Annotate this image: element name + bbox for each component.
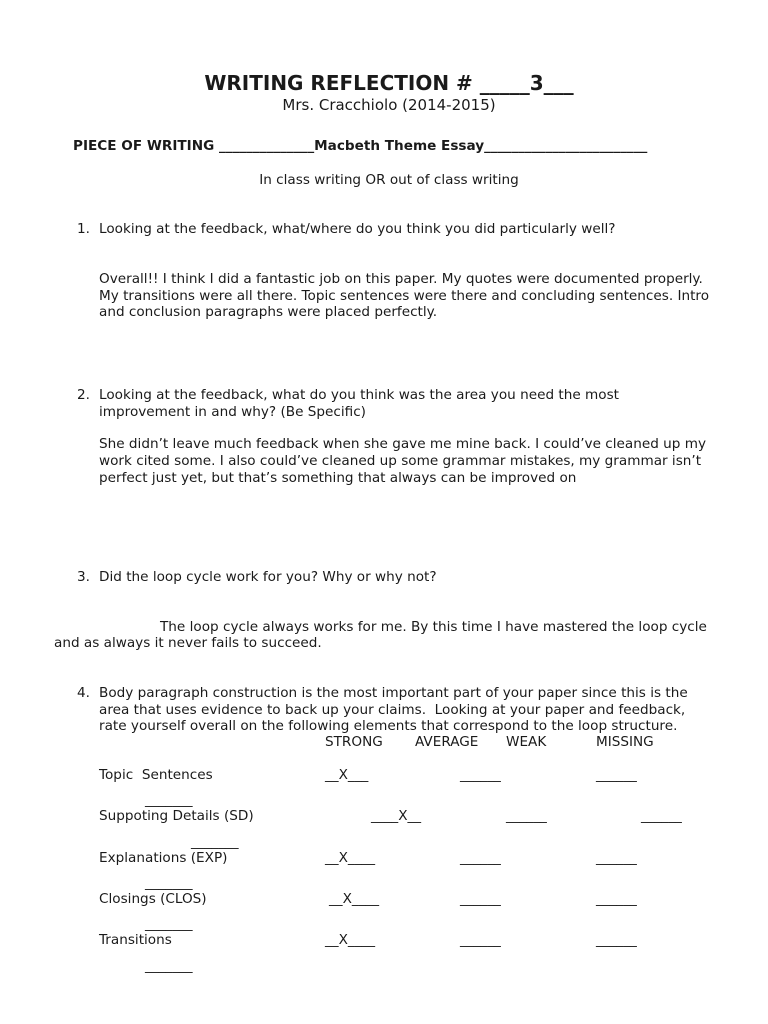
answer-line: She didn’t leave much feedback when she gave me mine back. I could’ve cleaned up my	[99, 436, 706, 452]
question-prompt: rate yourself overall on the following elements that correspond to the loop structure.	[99, 718, 678, 734]
question-number: 4.	[77, 685, 90, 701]
rating-average: ______	[460, 932, 501, 948]
question-prompt: Looking at the feedback, what do you think was the area you need the most	[99, 387, 620, 403]
piece-trail: ________________________	[484, 138, 648, 154]
rating-weak: ______	[596, 891, 637, 907]
rating-weak: ______	[596, 932, 637, 948]
question-number: 3.	[77, 569, 90, 585]
rating-average: ______	[460, 850, 501, 866]
piece-label: PIECE OF WRITING ______________	[73, 138, 315, 154]
rating-missing: _______	[145, 916, 193, 932]
answer-line: work cited some. I also could’ve cleaned up some grammar mistakes, my grammar isn’t	[99, 453, 702, 469]
question-prompt: Body paragraph construction is the most important part of your paper since this is the	[99, 685, 688, 701]
rating-average: ______	[506, 808, 547, 824]
rating-strong: __X___	[325, 767, 369, 783]
column-header-weak: WEAK	[506, 734, 547, 750]
answer-line: Overall!! I think I did a fantastic job on this paper. My quotes were documented properly.	[99, 271, 703, 287]
rating-row-label: Explanations (EXP)	[99, 850, 228, 866]
question-number: 1.	[77, 221, 90, 237]
piece-name: Macbeth Theme Essay	[314, 138, 485, 154]
rating-weak: ______	[596, 850, 637, 866]
rating-row-label: Closings (CLOS)	[99, 891, 207, 907]
teacher-name: Mrs. Cracchiolo (2014-2015)	[282, 96, 496, 114]
rating-strong: __X____	[325, 932, 376, 948]
rating-missing: _______	[145, 792, 193, 808]
answer-line: and conclusion paragraphs were placed perfectly.	[99, 304, 438, 320]
rating-weak: ______	[641, 808, 682, 824]
question-prompt: area that uses evidence to back up your claims. Looking at your paper and feedback,	[99, 702, 686, 718]
rating-row-label: Transitions	[99, 932, 172, 948]
question-number: 2.	[77, 387, 90, 403]
rating-missing: _______	[191, 834, 239, 850]
column-header-average: AVERAGE	[415, 734, 479, 750]
question-prompt: Looking at the feedback, what/where do you think you did particularly well?	[99, 221, 616, 237]
rating-weak: ______	[596, 767, 637, 783]
question-prompt: improvement in and why? (Be Specific)	[99, 404, 366, 420]
rating-strong: __X____	[329, 891, 380, 907]
piece-of-writing-line	[73, 138, 647, 155]
answer-line: and as always it never fails to succeed.	[54, 635, 322, 651]
column-header-strong: STRONG	[325, 734, 383, 750]
rating-missing: _______	[145, 875, 193, 891]
answer-line: My transitions were all there. Topic sentences were there and concluding sentences. Intro	[99, 288, 710, 304]
rating-row-label: Topic Sentences	[99, 767, 213, 783]
rating-average: ______	[460, 767, 501, 783]
column-header-missing: MISSING	[596, 734, 654, 750]
writing-setting: In class writing OR out of class writing	[259, 172, 519, 188]
question-prompt: Did the loop cycle work for you? Why or why not?	[99, 569, 437, 585]
rating-average: ______	[460, 891, 501, 907]
rating-row-label: Suppoting Details (SD)	[99, 808, 254, 824]
answer-line: The loop cycle always works for me. By this time I have mastered the loop cycle	[160, 619, 707, 635]
rating-missing: _______	[145, 958, 193, 974]
rating-strong: ____X__	[371, 808, 422, 824]
answer-line: perfect just yet, but that’s something that always can be improved on	[99, 470, 577, 486]
page-title: WRITING REFLECTION # _____3___	[204, 71, 574, 95]
rating-strong: __X____	[325, 850, 376, 866]
